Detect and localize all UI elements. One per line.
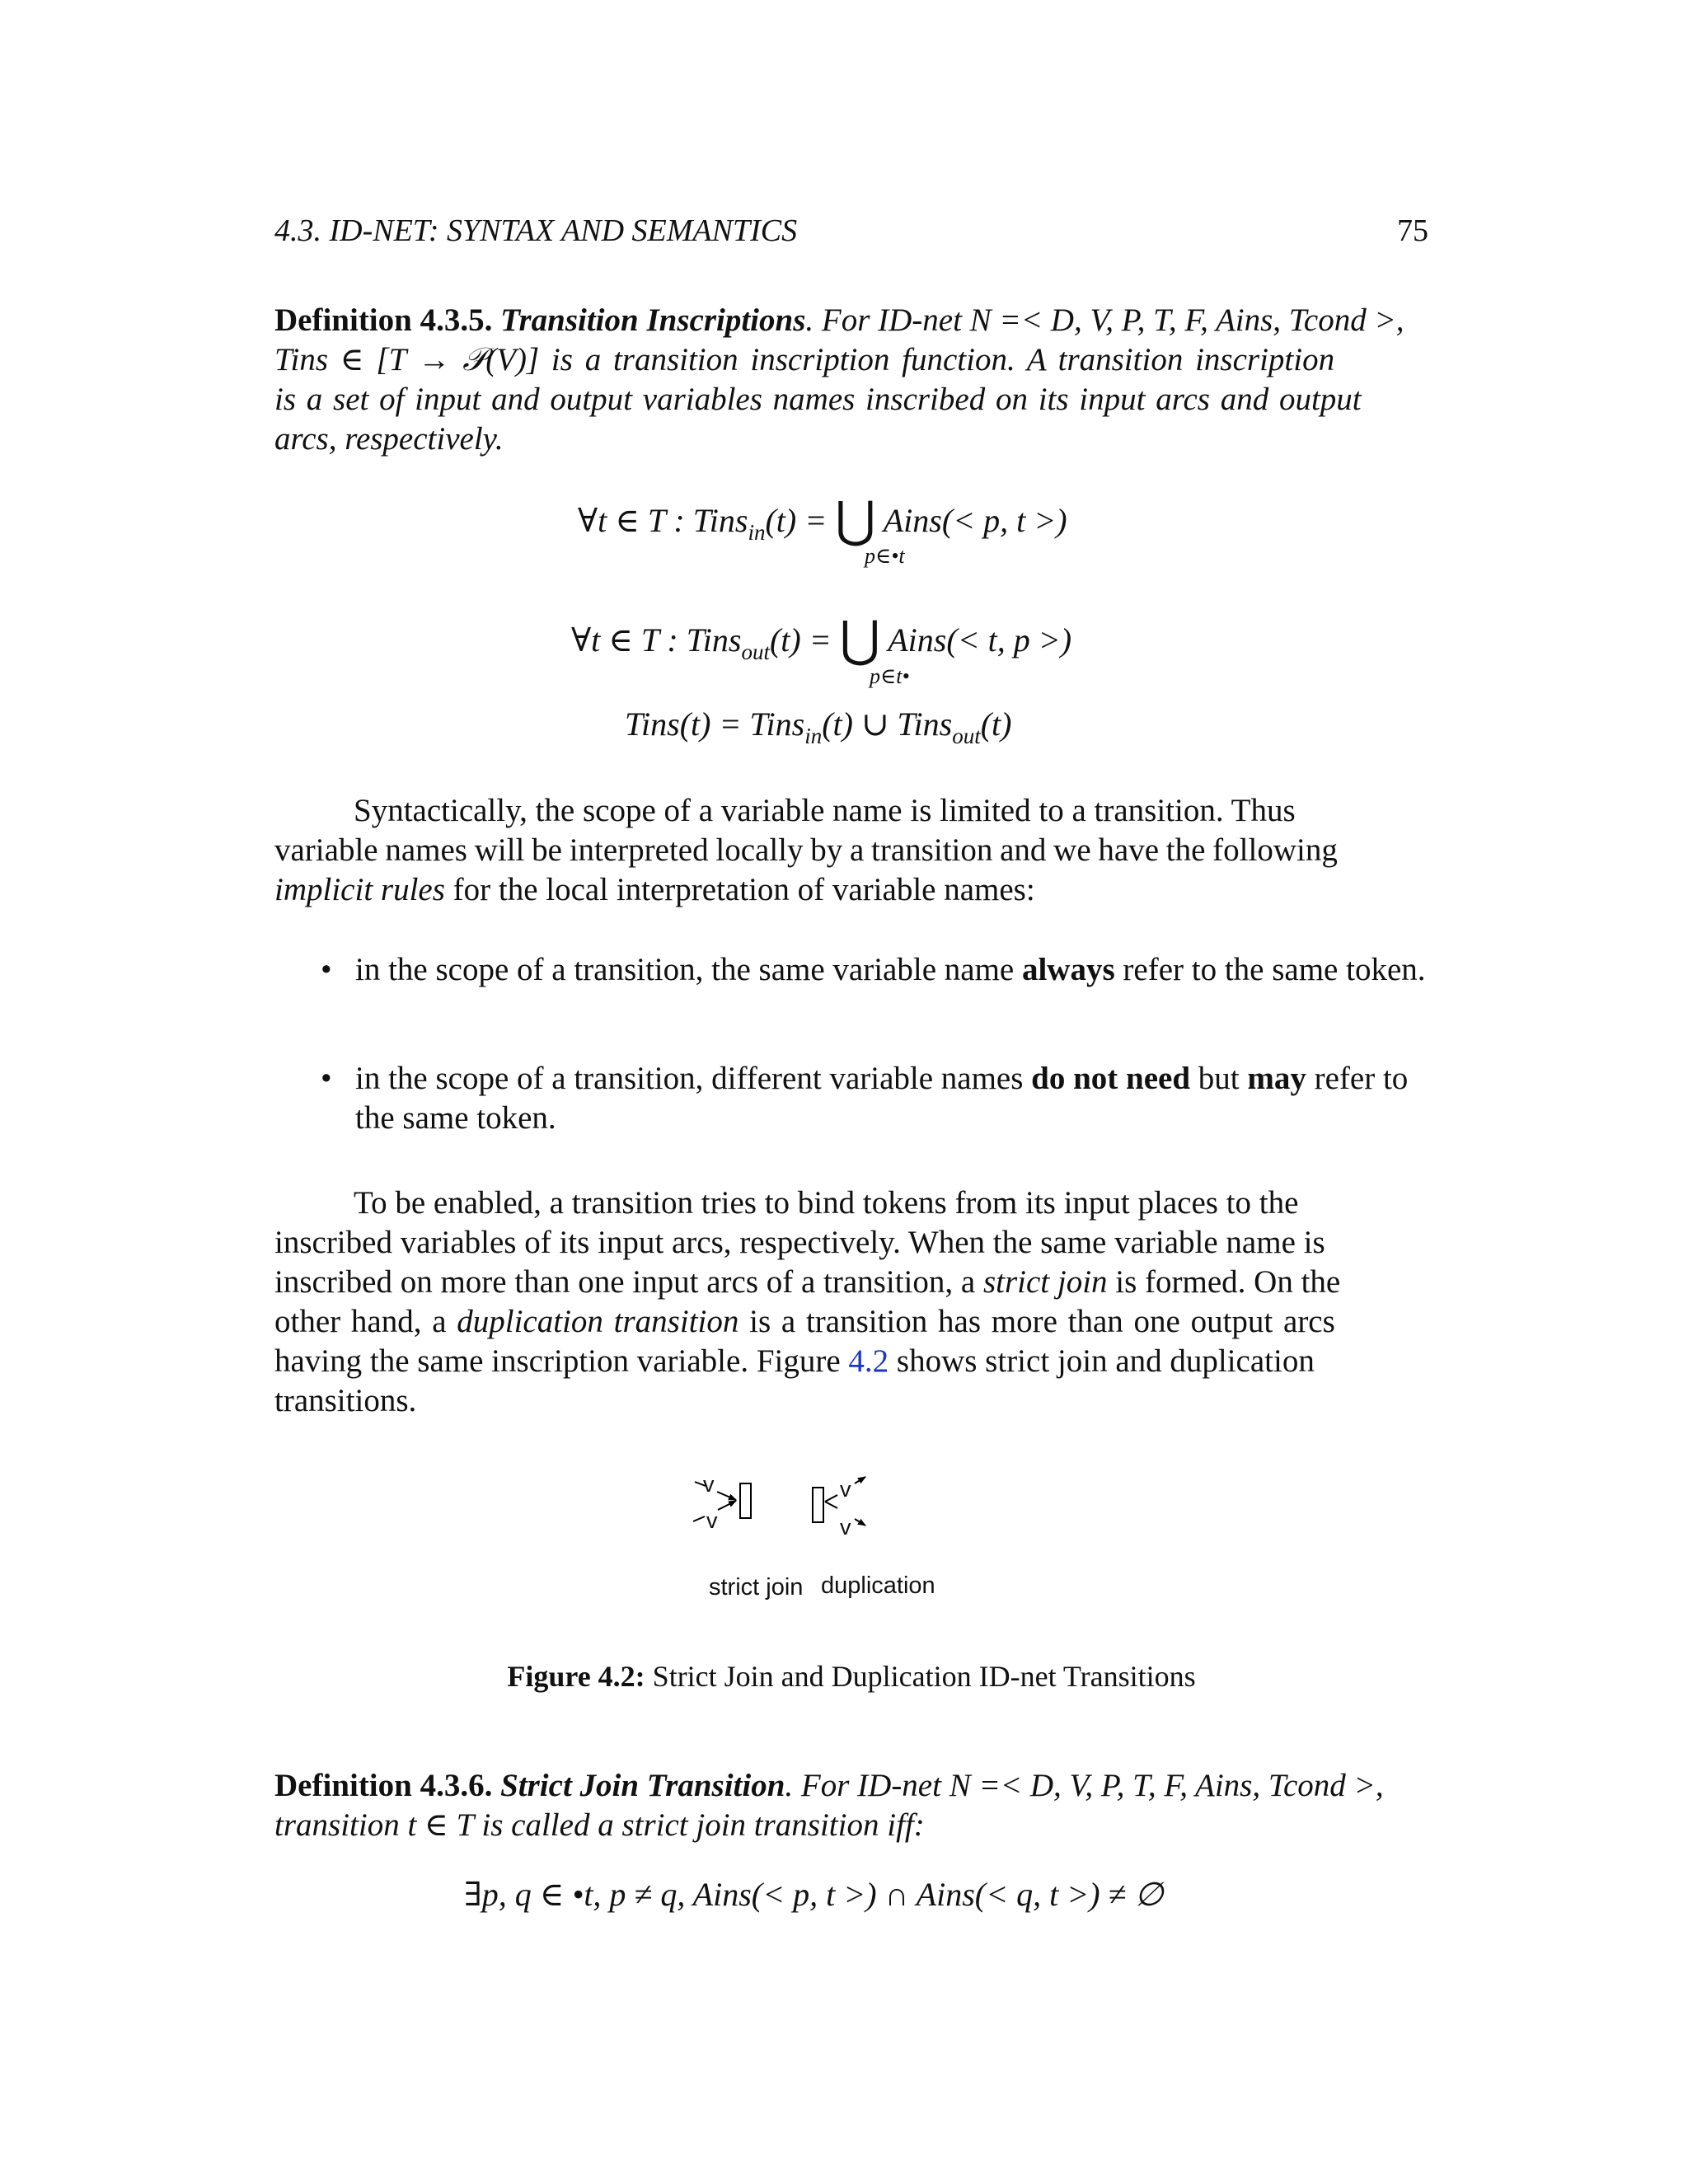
bullet-dot-icon: • [321, 952, 332, 987]
eq1-union-index: p∈•t [865, 544, 905, 568]
paragraph-2-line5: having the same inscription variable. Figure 4.2 shows strict join and duplication [274, 1343, 1315, 1379]
input-arc-bottom [718, 1501, 736, 1510]
paper-page [274, 0, 1428, 2184]
definition-text: . For ID-net N =< D, V, P, T, F, Ains, Tcond >, [805, 302, 1404, 338]
duplication-var-top: v [840, 1477, 851, 1502]
definition-4-3-5-line1 [274, 301, 1428, 340]
eq2-lhs: ∀t ∈ T : Tins [571, 621, 742, 658]
strict-join-transition [693, 1482, 751, 1521]
paragraph-2-line4: other hand, a duplication transition is a transition has more than one output arcs [274, 1304, 1335, 1339]
eq3-subscript-in: in [804, 724, 823, 748]
p2-l1: To be enabled, a transition tries to bind tokens from its input places to the [354, 1185, 1299, 1221]
duplication-var-bottom: v [840, 1515, 851, 1540]
eq3-subscript-out: out [952, 724, 981, 748]
equation-tins [625, 705, 1011, 749]
transition-box-strict-join [740, 1483, 751, 1518]
definition-number: Definition 4.3.6. [274, 1768, 493, 1803]
page-number: 75 [1397, 213, 1428, 248]
eq1-rhs: Ains(< p, t >) [883, 502, 1067, 539]
eq3-part-a: Tins(t) = Tins [625, 705, 805, 743]
definition-name: Transition Inscriptions [500, 302, 806, 338]
section-title: 4.3. ID-NET: SYNTAX AND SEMANTICS [274, 213, 798, 248]
duplication-transition-term: duplication transition [457, 1304, 739, 1339]
definition-4-3-6-line1 [274, 1766, 1428, 1806]
caption-label: Figure 4.2: [507, 1660, 645, 1693]
strict-join-var-top: v [703, 1472, 715, 1497]
bold-always: always [1021, 952, 1115, 987]
definition-4-3-5-line2: Tins ∈ [T → 𝒫(V)] is a transition inscription function. A transition inscription [274, 342, 1335, 377]
bold-do-not-need: do not need [1031, 1061, 1191, 1096]
bullet-item-1: • in the scope of a transition, the same variable name always refer to the same token. [324, 950, 1428, 990]
eq1-lhs: ∀t ∈ T : Tins [578, 502, 748, 539]
equation-tins-in [578, 486, 1067, 546]
eq1-union-symbol: ⋃ [835, 493, 876, 547]
definition-number: Definition 4.3.5. [274, 302, 493, 338]
p1-l1: Syntactically, the scope of a variable name is limited to a transition. Thus [354, 793, 1296, 828]
eq1-subscript: in [748, 520, 766, 545]
input-arc-top [717, 1492, 736, 1500]
input-arc-bottom-tail [693, 1516, 705, 1521]
paragraph-2-line6: transitions. [274, 1383, 417, 1418]
eq2-union-symbol: ⋃ [839, 612, 880, 667]
eq1-mid: (t) = [765, 502, 828, 539]
definition-4-3-5-line3: is a set of input and output variables names inscribed on its input arcs and output [274, 382, 1362, 417]
eq2-mid: (t) = [769, 621, 832, 658]
paragraph-2-line3: inscribed on more than one input arcs of a transition, a strict join is formed. On the [274, 1264, 1341, 1300]
caption-text: Strict Join and Duplication ID-net Transitions [645, 1660, 1196, 1693]
figure-reference-link[interactable]: 4.2 [848, 1343, 889, 1379]
paragraph-2-line1 [274, 1183, 1428, 1223]
running-header [274, 213, 1428, 254]
output-arc-bottom [855, 1519, 865, 1526]
implicit-rules-term: implicit rules [274, 872, 445, 907]
eq2-subscript: out [741, 640, 770, 664]
output-arc-bottom-head [825, 1502, 837, 1508]
eq3-part-c: (t) [980, 705, 1012, 743]
bullet-dot-icon: • [321, 1061, 332, 1096]
paragraph-2-line2: inscribed variables of its input arcs, respectively. When the same variable name is [274, 1225, 1325, 1260]
paragraph-1-line1 [274, 791, 1428, 831]
definition-4-3-5-line4: arcs, respectively. [274, 421, 504, 457]
bold-may: may [1247, 1061, 1306, 1096]
definition-name: Strict Join Transition [500, 1768, 785, 1803]
strict-join-term: strict join [982, 1264, 1108, 1300]
strict-join-label: strict join [709, 1574, 804, 1601]
transition-box-duplication [813, 1488, 823, 1522]
bullet-item-2: • in the scope of a transition, different variable names do not need but may refer to the same token. [321, 1061, 1409, 1136]
definition-text: . For ID-net N =< D, V, P, T, F, Ains, Tcond >, [785, 1768, 1384, 1803]
definition-4-3-6-line2: transition t ∈ T is called a strict join transition iff: [274, 1807, 925, 1843]
figure-caption [274, 1659, 1428, 1694]
figure-4-2-diagram [274, 1467, 1428, 1632]
paragraph-1-line2: variable names will be interpreted locally by a transition and we have the following [274, 832, 1338, 868]
output-arc-top-head [825, 1495, 837, 1502]
eq3-part-b: (t) ∪ Tins [822, 705, 953, 743]
equation-tins-out [571, 606, 1071, 665]
eq2-rhs: Ains(< t, p >) [888, 621, 1072, 658]
p1-l3-rest: for the local interpretation of variable names: [444, 872, 1035, 907]
eq2-union-index: p∈t• [870, 664, 910, 688]
paragraph-1-line3 [274, 870, 1428, 910]
duplication-transition [813, 1477, 865, 1526]
output-arc-top [855, 1477, 865, 1483]
strict-join-var-bottom: v [706, 1508, 718, 1533]
duplication-label: duplication [821, 1572, 935, 1599]
equation-strict-join: ∃p, q ∈ •t, p ≠ q, Ains(< p, t >) ∩ Ains(< q, t >) ≠ ∅ [464, 1876, 1164, 1913]
